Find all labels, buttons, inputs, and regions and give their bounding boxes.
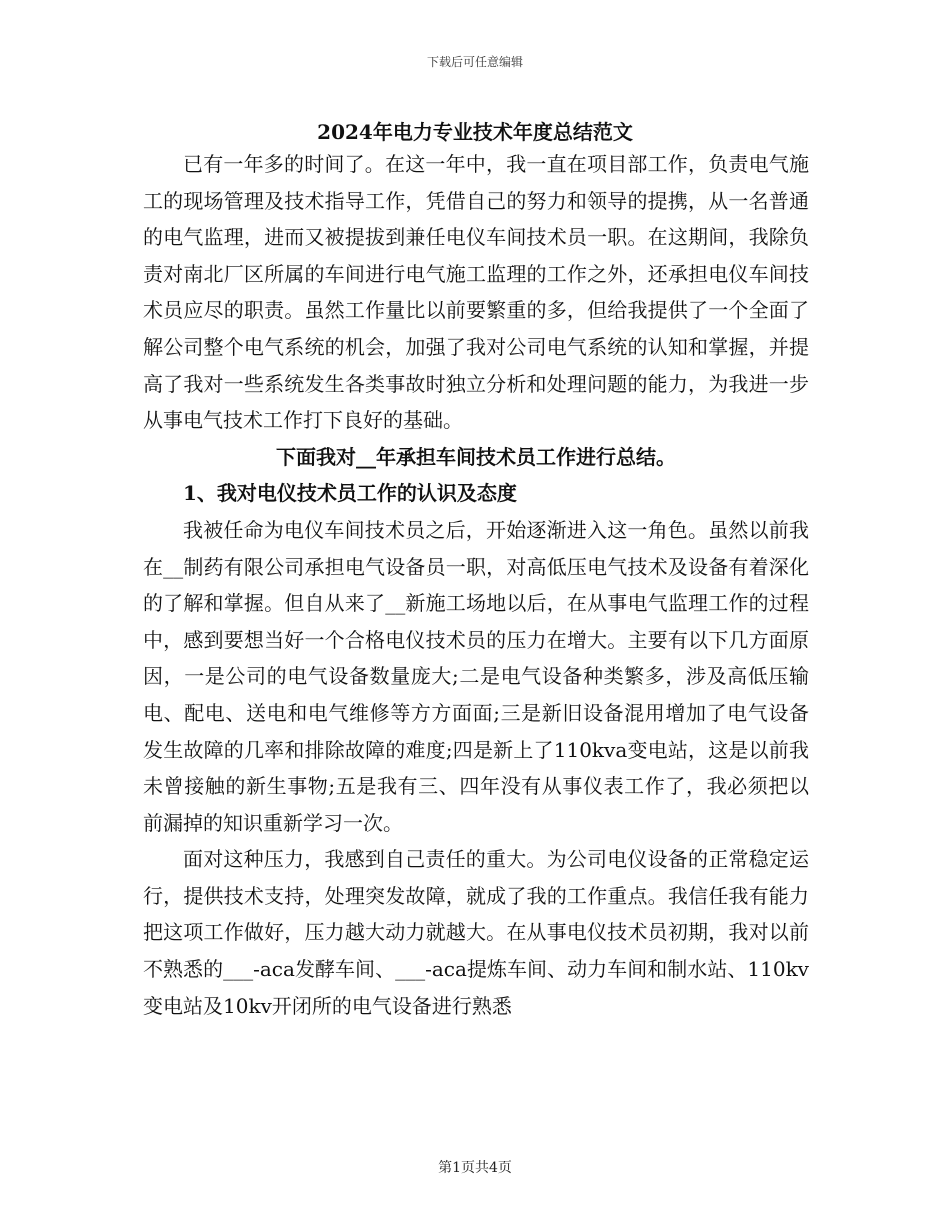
document-title: 2024年电力专业技术年度总结范文 [317, 120, 633, 144]
body-paragraph-1: 已有一年多的时间了。在这一年中，我一直在项目部工作，负责电气施工的现场管理及技术指导工作，凭借自己的努力和领导的提携，从一名普通的电气监理，进而又被提拔到兼任电仪车间技术员一职。在这期间，我除负责对南北厂区所属的车间进行电气施工监理的工作之外，还承担电仪车间技术员应尽的职责。虽然工作量比以前要繁重的多，但给我提供了一个全面了解公司整个电气系统的机会，加强了我对公司电气系统的认知和掌握，并提高了我对一些系统发生各类事故时独立分析和处理问题的能力，为我进一步从事电气技术工作打下良好的基础。 [143, 152, 809, 433]
document-body [143, 146, 809, 1024]
body-paragraph-3: 面对这种压力，我感到自己责任的重大。为公司电仪设备的正常稳定运行，提供技术支持，处理突发故障，就成了我的工作重点。我信任我有能力把这项工作做好，压力越大动力就越大。在从事电仪技术员初期，我对以前不熟悉的___-aca发酵车间、___-aca提炼车间、动力车间和制水站、110kv变电站及10kv开闭所的电气设备进行熟悉 [143, 847, 809, 1018]
page-footer-number: 第1页共4页 [438, 1160, 512, 1176]
section-heading-1: 1、我对电仪技术员工作的认识及态度 [183, 481, 517, 506]
summary-intro-line: 下面我对__年承担车间技术员工作进行总结。 [276, 444, 676, 469]
page-header-note: 下载后可任意编辑 [426, 55, 523, 69]
body-paragraph-2: 我被任命为电仪车间技术员之后，开始逐渐进入这一角色。虽然以前我在__制药有限公司承担电气设备员一职，对高低压电气技术及设备有着深化的了解和掌握。但自从来了__新施工场地以后，在从事电气监理工作的过程中，感到要想当好一个合格电仪技术员的压力在增大。主要有以下几方面原因，一是公司的电气设备数量庞大;二是电气设备种类繁多，涉及高低压输电、配电、送电和电气维修等方方面面;三是新旧设备混用增加了电气设备发生故障的几率和排除故障的难度;四是新上了110kva变电站，这是以前我未曾接触的新生事物;五是我有三、四年没有从事仪表工作了，我必须把以前漏掉的知识重新学习一次。 [143, 517, 809, 835]
